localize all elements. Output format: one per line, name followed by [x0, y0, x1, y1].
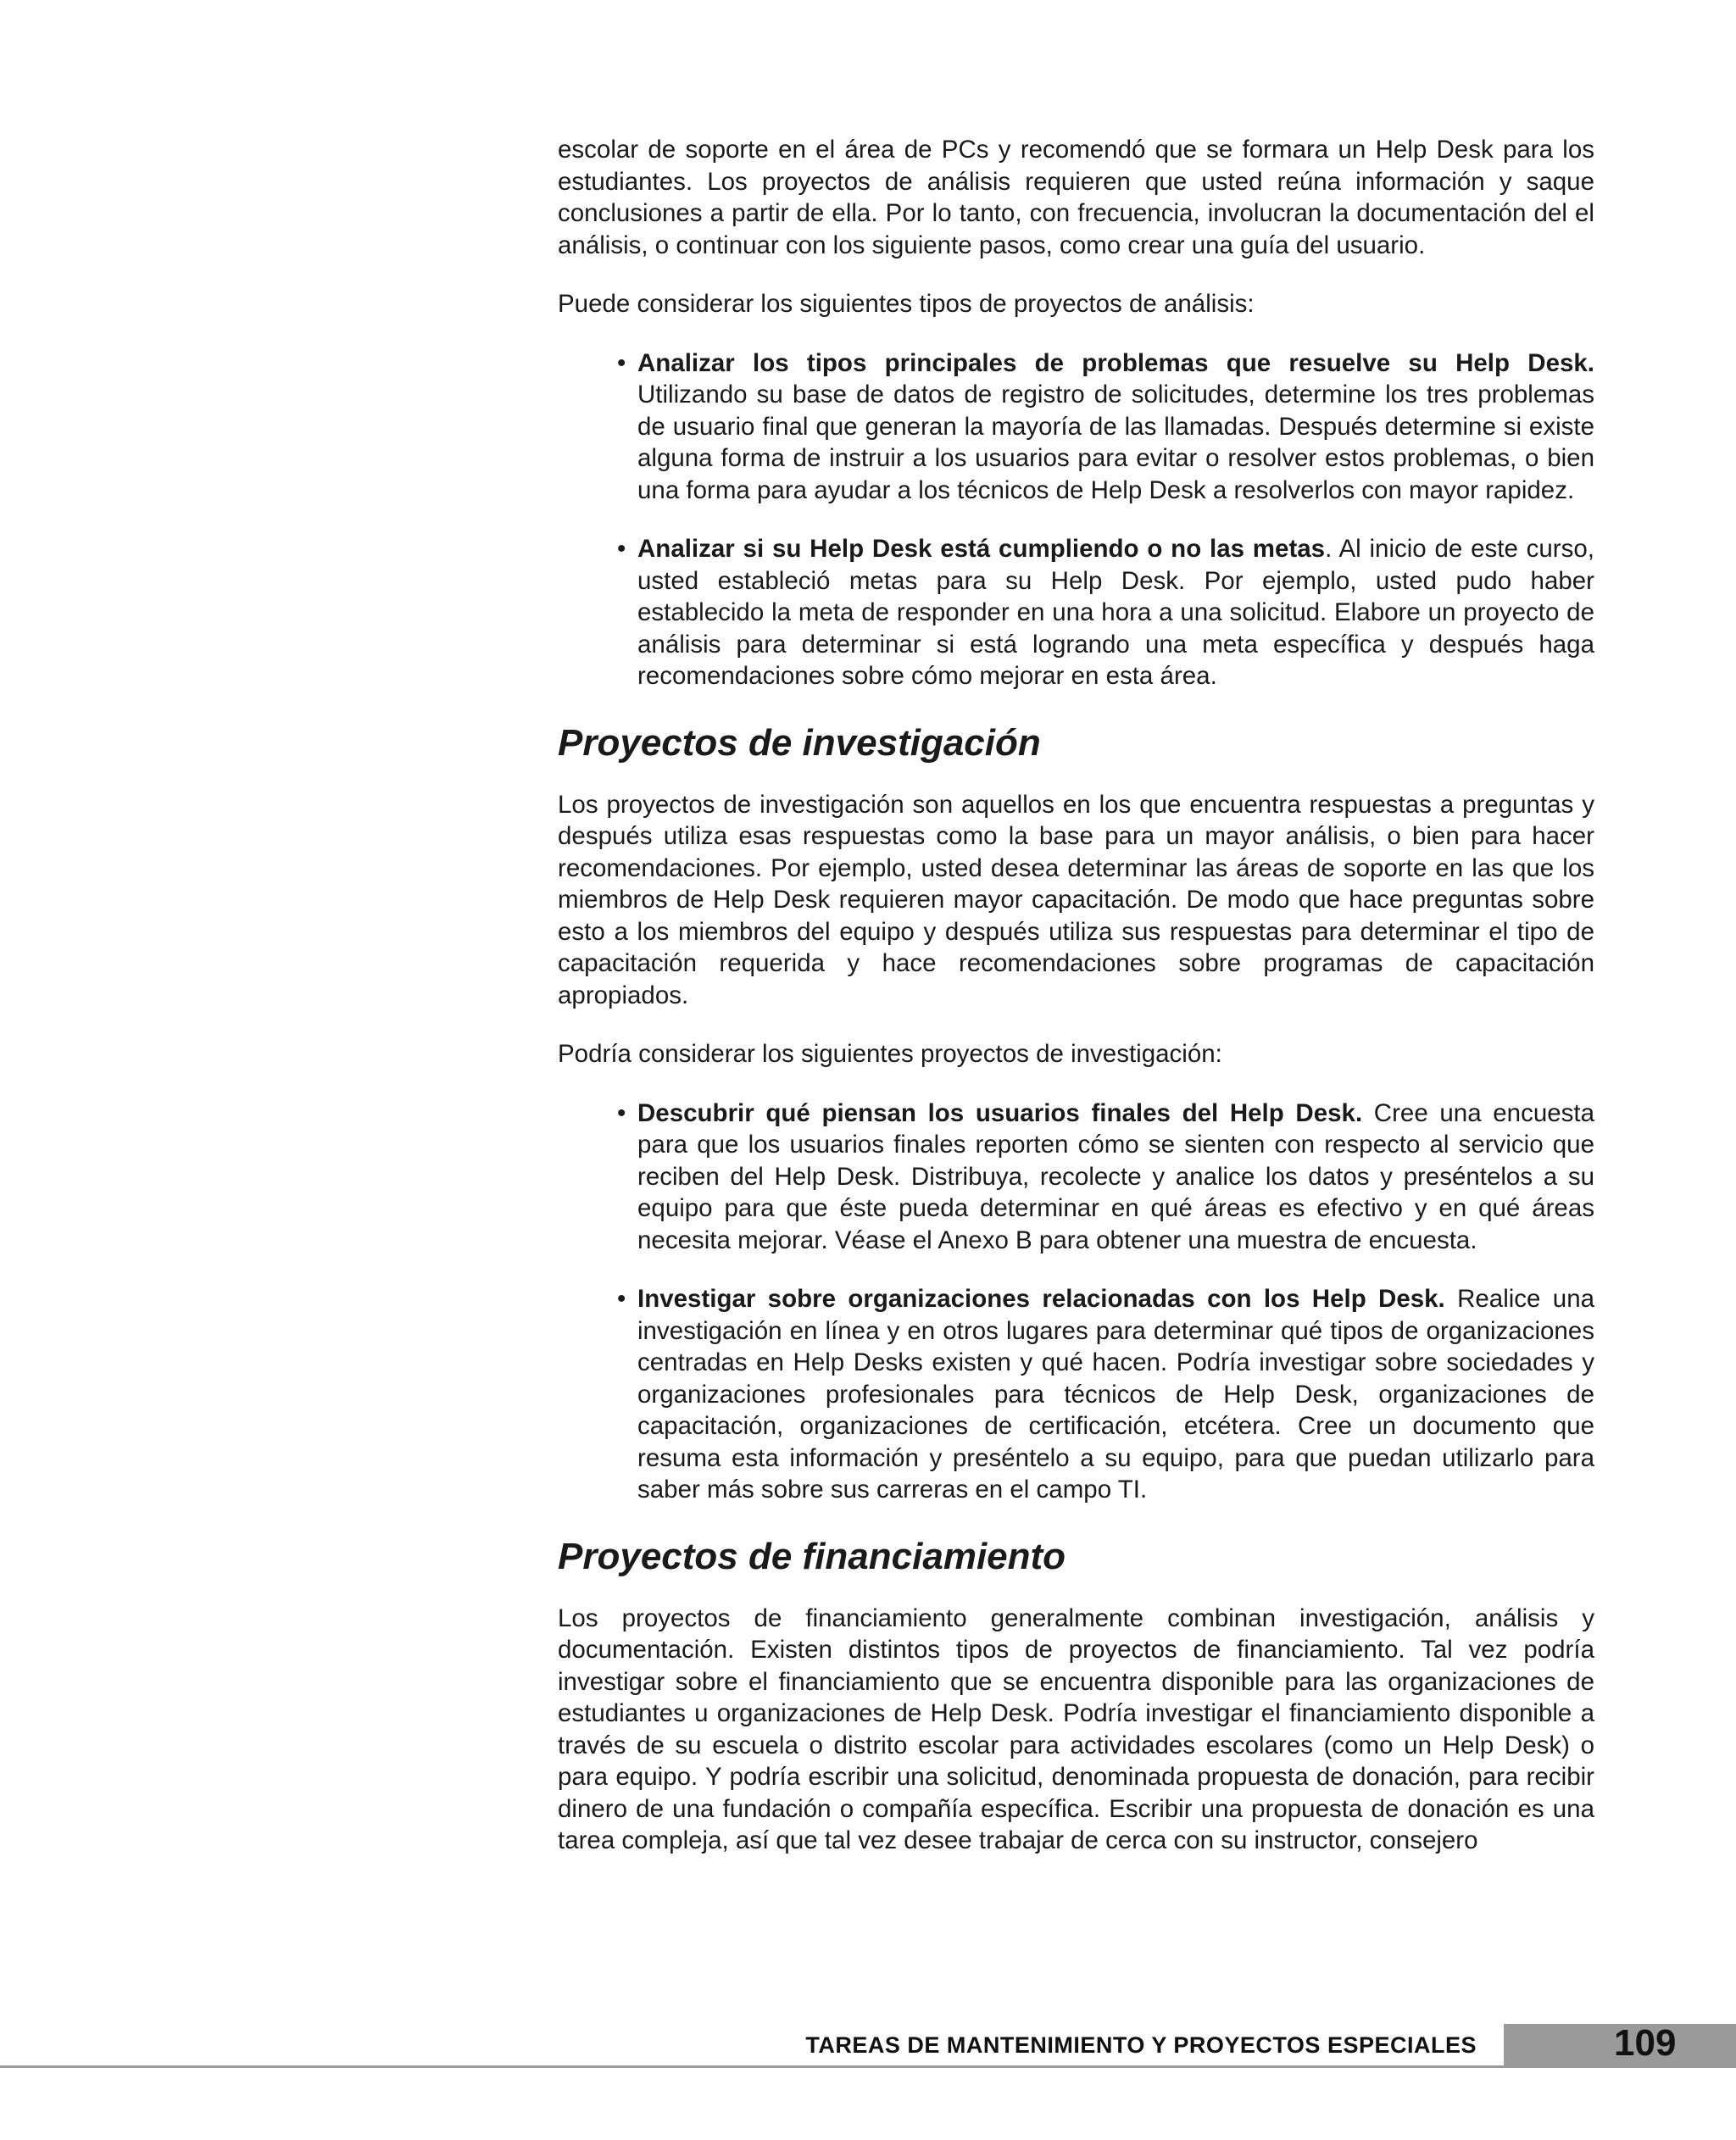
body-paragraph: Podría considerar los siguientes proyectos de investigación:: [558, 1040, 1222, 1068]
list-item: [617, 347, 1594, 507]
body-paragraph: Los proyectos de financiamiento generalmente combinan investigación, análisis y documentación. Existen distintos tipos de proyectos de financiamiento. Tal vez podría investigar sobre el financiamiento que se encuentra disponible para las organizaciones de estudiantes u organizaciones de Help Desk. Podría investigar el financiamiento disponible a través de su escuela o distrito escolar para actividades escolares (como un Help Desk) o para equipo. Y podría escribir una solicitud, denominada propuesta de donación, para recibir dinero de una fundación o compañía específica. Escribir una propuesta de donación es una tarea compleja, así que tal vez desee trabajar de cerca con su instructor, consejero: [558, 1604, 1594, 1854]
list-item-lead: Investigar sobre organizaciones relacionadas con los Help Desk.: [637, 1285, 1445, 1313]
list-item-text: Cree una encuesta para que los usuarios finales reporten cómo se sienten con respecto al servicio que reciben del Help Desk. Distribuya, recolecte y analice los datos y preséntelos a su equipo para que éste pueda determinar en qué áreas es efectivo y en qué áreas necesita mejorar. Véase el Anexo B para obtener una muestra de encuesta.: [637, 1098, 1594, 1254]
bullet-icon: •: [617, 535, 626, 563]
list-item-text: Realice una investigación en línea y en otros lugares para determinar qué tipos de organizaciones centradas en Help Desks existen y qué hacen. Podría investigar sobre sociedades y organizaciones profesionales para técnicos de Help Desk, organizaciones de capacitación, organizaciones de certificación, etcétera. Cree un documento que resuma esta información y preséntelo a su equipo, para que puedan utilizarlo para saber más sobre sus carreras en el campo TI.: [637, 1285, 1595, 1504]
list-item-lead: Descubrir qué piensan los usuarios finales del Help Desk.: [637, 1098, 1363, 1127]
list-item: [617, 1098, 1594, 1257]
body-paragraph: Puede considerar los siguientes tipos de proyectos de análisis:: [558, 290, 1255, 318]
research-projects-list: [558, 1098, 1594, 1506]
body-paragraph: escolar de soporte en el área de PCs y recomendó que se formara un Help Desk para los estudiantes. Los proyectos de análisis requieren que usted reúna información y saque conclusiones a partir de ella. Por lo tanto, con frecuencia, involucran la documentación del el análisis, o continuar con los siguiente pasos, como crear una guía del usuario.: [558, 136, 1594, 259]
list-item: [617, 1283, 1595, 1506]
analysis-projects-list: [558, 347, 1594, 692]
bullet-icon: •: [617, 1285, 626, 1313]
footer-rule: [0, 2065, 1736, 2068]
body-paragraph: Los proyectos de investigación son aquellos en los que encuentra respuestas a preguntas y después utiliza esas respuestas como la base para un mayor análisis, o bien para hacer recomendaciones. Por ejemplo, usted desea determinar las áreas de soporte en las que los miembros de Help Desk requieren mayor capacitación. De modo que hace preguntas sobre esto a los miembros del equipo y después utiliza sus respuestas para determinar el tipo de capacitación requerida y hace recomendaciones sobre programas de capacitación apropiados.: [558, 790, 1594, 1009]
section-heading: Proyectos de financiamiento: [558, 1535, 1066, 1577]
list-item-lead: Analizar los tipos principales de problemas que resuelve su Help Desk.: [637, 348, 1594, 377]
page-content: [558, 134, 1594, 1884]
list-item-text: Utilizando su base de datos de registro de solicitudes, determine los tres problemas de usuario final que generan la mayoría de las llamadas. Después determine si existe alguna forma de instruir a los usuarios para evitar o resolver estos problemas, o bien una forma para ayudar a los técnicos de Help Desk a resolverlos con mayor rapidez.: [637, 381, 1594, 504]
bullet-icon: •: [617, 348, 626, 377]
list-item-lead: Analizar si su Help Desk está cumpliendo o no las metas: [637, 535, 1326, 563]
list-item: [617, 533, 1594, 692]
list-item-text: . Al inicio de este curso, usted estableció metas para su Help Desk. Por ejemplo, usted pudo haber establecido la meta de responder en una hora a una solicitud. Elabore un proyecto de análisis para determinar si está logrando una meta específica y después haga recomendaciones sobre cómo mejorar en esta área.: [637, 535, 1594, 690]
page-number: 109: [1614, 2022, 1677, 2064]
bullet-icon: •: [617, 1098, 626, 1127]
section-heading: Proyectos de investigación: [558, 721, 1041, 764]
running-footer-title: TAREAS DE MANTENIMIENTO Y PROYECTOS ESPECIALES: [805, 2032, 1477, 2058]
